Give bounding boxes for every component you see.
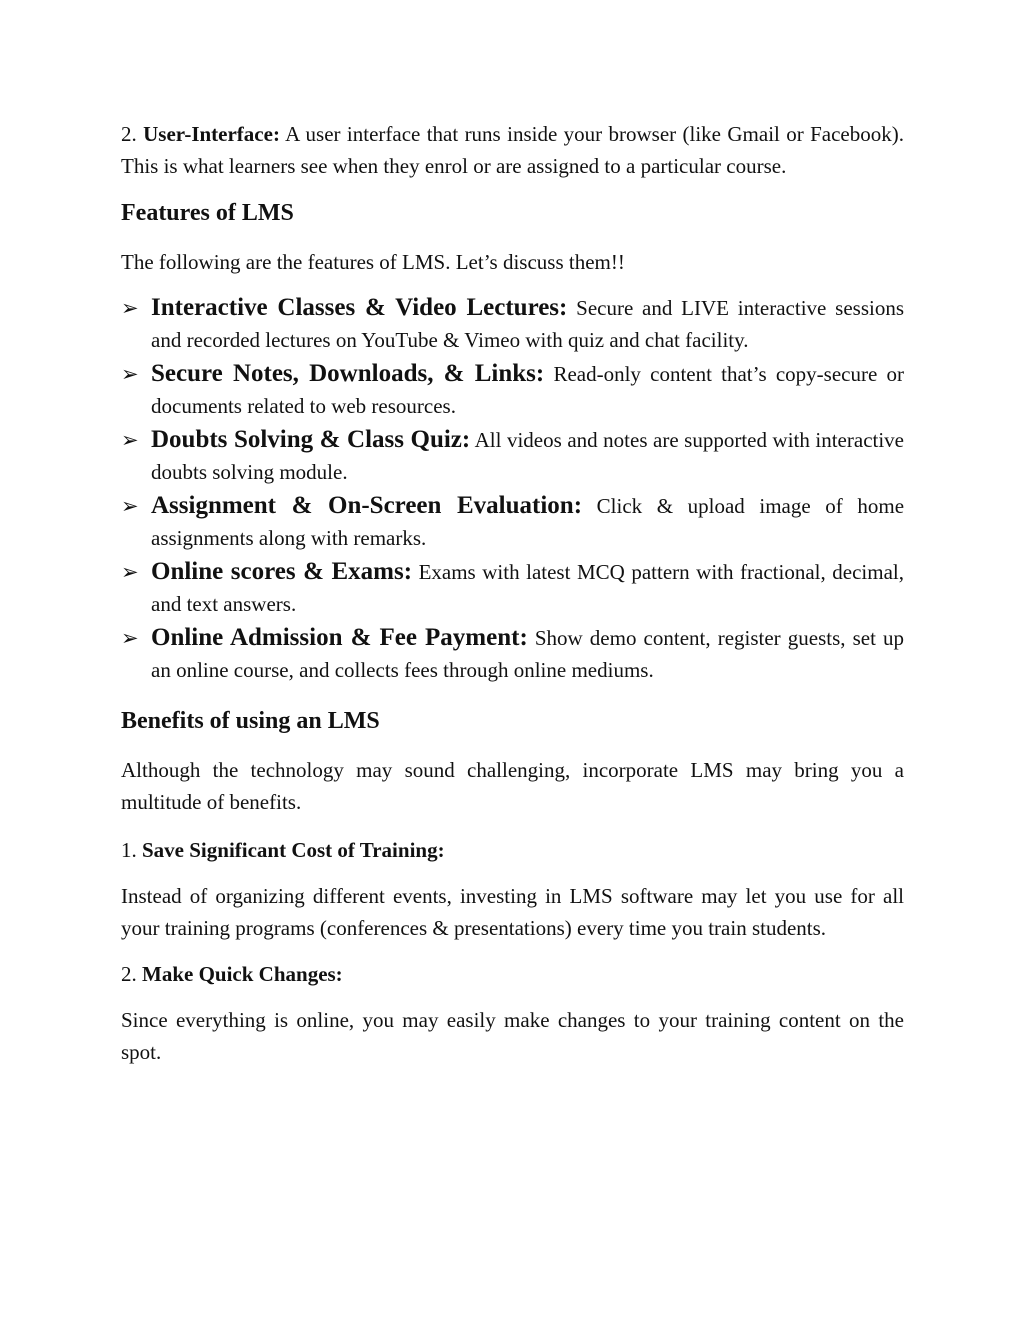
- feature-text: Secure and LIVE interactive sessions and recorded lectures on YouTube & Vimeo with quiz and chat facility.: [151, 296, 904, 352]
- feature-item: [121, 622, 904, 686]
- arrow-bullet-icon: ➢: [121, 362, 139, 386]
- feature-title: Online Admission & Fee Payment:: [151, 624, 528, 651]
- page-content: [121, 118, 904, 1082]
- feature-title: Interactive Classes & Video Lectures:: [151, 294, 568, 321]
- intro-number: 2.: [121, 122, 137, 146]
- feature-item: [121, 556, 904, 620]
- feature-item: [121, 292, 904, 356]
- arrow-bullet-icon: ➢: [121, 626, 139, 650]
- arrow-bullet-icon: ➢: [121, 296, 139, 320]
- benefit-title-line: [121, 958, 904, 990]
- benefit-number: 2.: [121, 962, 137, 986]
- benefit-title: Save Significant Cost of Training:: [142, 838, 445, 862]
- feature-item: [121, 424, 904, 488]
- feature-item: [121, 490, 904, 554]
- benefit-title: Make Quick Changes:: [142, 962, 343, 986]
- intro-term: User-Interface:: [143, 122, 280, 146]
- benefit-text: Since everything is online, you may easily make changes to your training content on the spot.: [121, 1008, 904, 1064]
- feature-title: Secure Notes, Downloads, & Links:: [151, 360, 545, 387]
- benefits-lead: Although the technology may sound challenging, incorporate LMS may bring you a multitude of benefits.: [121, 758, 904, 814]
- benefit-number: 1.: [121, 838, 137, 862]
- feature-item: [121, 358, 904, 422]
- arrow-bullet-icon: ➢: [121, 494, 139, 518]
- feature-text: Read-only content that’s copy-secure or documents related to web resources.: [151, 362, 905, 418]
- benefit-title-line: [121, 834, 904, 866]
- intro-paragraph: [121, 118, 904, 182]
- features-list: [121, 292, 904, 686]
- feature-title: Online scores & Exams:: [151, 558, 413, 585]
- feature-title: Doubts Solving & Class Quiz:: [151, 426, 471, 453]
- feature-text: Click & upload image of home assignments along with remarks.: [151, 494, 905, 550]
- intro-text: A user interface that runs inside your browser (like Gmail or Facebook). This is what learners see when they enrol or are assigned to a particular course.: [121, 122, 904, 178]
- arrow-bullet-icon: ➢: [121, 560, 139, 584]
- feature-text: Exams with latest MCQ pattern with fractional, decimal, and text answers.: [151, 560, 904, 616]
- feature-text: All videos and notes are supported with interactive doubts solving module.: [151, 428, 905, 484]
- feature-text: Show demo content, register guests, set up an online course, and collects fees through online mediums.: [151, 626, 905, 682]
- feature-title: Assignment & On-Screen Evaluation:: [151, 492, 583, 519]
- arrow-bullet-icon: ➢: [121, 428, 139, 452]
- features-lead: The following are the features of LMS. Let’s discuss them!!: [121, 250, 625, 274]
- benefit-text: Instead of organizing different events, investing in LMS software may let you use for all your training programs (conferences & presentations) every time you train students.: [121, 884, 904, 940]
- benefits-heading: Benefits of using an LMS: [121, 708, 380, 734]
- features-heading: Features of LMS: [121, 200, 294, 226]
